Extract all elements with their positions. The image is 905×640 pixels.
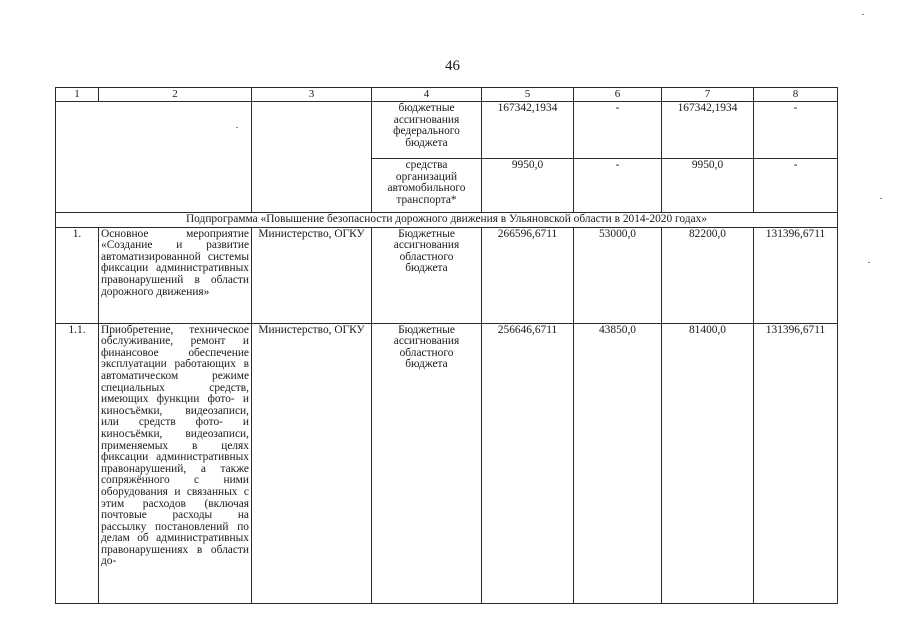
funding-source-cell: Бюджетные ассигнования областного бюджета xyxy=(372,323,482,603)
value-cell: 82200,0 xyxy=(662,227,754,323)
value-cell: - xyxy=(574,159,662,213)
activity-name: Основное мероприятие «Создание и развитие автоматизированной системы фиксации административных правонарушений в области дорожного движения» xyxy=(99,227,252,323)
value-cell: - xyxy=(754,102,838,159)
executor-cell: Министерство, ОГКУ xyxy=(252,323,372,603)
subprogram-title: Подпрограмма «Повышение безопасности дорожного движения в Ульяновской области в 2014-2020 годах» xyxy=(56,213,838,228)
table-cell-empty xyxy=(99,102,252,213)
column-header: 4 xyxy=(372,88,482,102)
table-cell-empty xyxy=(56,102,99,213)
activity-name: Приобретение, техническое обслуживание, ремонт и финансовое обеспечение эксплуатации работающих в автоматическом режиме специальных средств, имеющих функции фото- и киносъёмки, видеозаписи, или средств фото- и киносъёмки, видеозаписи, применяемых в целях фиксации административных правонарушений, а также сопряжённого с ними оборудования и связанных с этим расходов (включая почтовые расходы на рассылку постановлений по делам об административных правонарушениях в области до- xyxy=(99,323,252,603)
value-cell: 256646,6711 xyxy=(482,323,574,603)
column-header: 7 xyxy=(662,88,754,102)
scan-speck xyxy=(236,127,238,128)
value-cell: - xyxy=(754,159,838,213)
value-cell: 167342,1934 xyxy=(662,102,754,159)
column-header: 3 xyxy=(252,88,372,102)
column-header: 1 xyxy=(56,88,99,102)
executor-cell: Министерство, ОГКУ xyxy=(252,227,372,323)
table-cell-empty xyxy=(252,102,372,213)
table-row xyxy=(56,102,838,159)
value-cell: 131396,6711 xyxy=(754,323,838,603)
value-cell: 81400,0 xyxy=(662,323,754,603)
value-cell: - xyxy=(574,102,662,159)
funding-source-cell: средства организаций автомобильного транспорта* xyxy=(372,159,482,213)
value-cell: 167342,1934 xyxy=(482,102,574,159)
budget-table xyxy=(55,87,838,604)
page-number: 46 xyxy=(445,58,460,74)
scan-speck xyxy=(862,14,864,15)
table-row xyxy=(56,227,838,323)
scan-speck xyxy=(868,262,870,263)
value-cell: 9950,0 xyxy=(482,159,574,213)
value-cell: 131396,6711 xyxy=(754,227,838,323)
table-row xyxy=(56,323,838,603)
value-cell: 266596,6711 xyxy=(482,227,574,323)
column-header-row xyxy=(56,88,838,102)
value-cell: 9950,0 xyxy=(662,159,754,213)
column-header: 2 xyxy=(99,88,252,102)
column-header: 6 xyxy=(574,88,662,102)
funding-source-cell: Бюджетные ассигнования областного бюджета xyxy=(372,227,482,323)
funding-source-cell: бюджетные ассигнования федерального бюджета xyxy=(372,102,482,159)
column-header: 5 xyxy=(482,88,574,102)
column-header: 8 xyxy=(754,88,838,102)
row-number: 1.1. xyxy=(56,323,99,603)
scan-speck xyxy=(880,198,882,199)
subprogram-row xyxy=(56,213,838,228)
row-number: 1. xyxy=(56,227,99,323)
value-cell: 53000,0 xyxy=(574,227,662,323)
value-cell: 43850,0 xyxy=(574,323,662,603)
